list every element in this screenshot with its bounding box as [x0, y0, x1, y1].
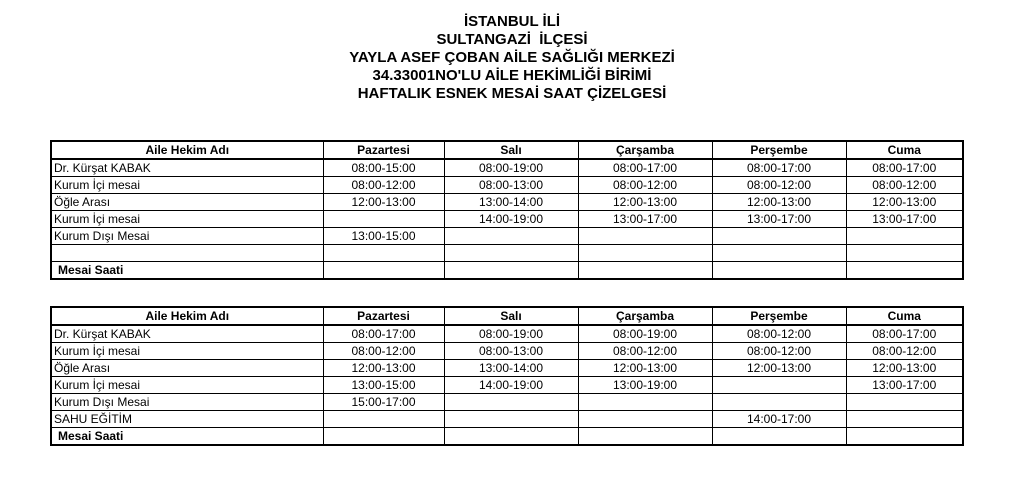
time-cell: 12:00-13:00	[846, 194, 963, 211]
row-label-cell: Kurum İçi mesai	[51, 343, 323, 360]
schedule-table-2	[50, 306, 964, 446]
table-row	[51, 325, 963, 343]
time-cell: 13:00-19:00	[578, 377, 712, 394]
time-cell	[712, 245, 846, 262]
time-cell: 08:00-12:00	[578, 343, 712, 360]
time-cell: 15:00-17:00	[323, 394, 444, 411]
time-cell	[712, 377, 846, 394]
schedule-table-1	[50, 140, 964, 280]
column-header: Çarşamba	[578, 141, 712, 159]
time-cell: 08:00-19:00	[444, 159, 578, 177]
time-cell: 08:00-12:00	[712, 343, 846, 360]
column-header: Pazartesi	[323, 307, 444, 325]
column-header: Çarşamba	[578, 307, 712, 325]
table-row	[51, 159, 963, 177]
column-header: Salı	[444, 307, 578, 325]
time-cell: 13:00-15:00	[323, 228, 444, 245]
time-cell: 08:00-12:00	[323, 177, 444, 194]
table-row	[51, 343, 963, 360]
row-label-cell: Kurum İçi mesai	[51, 211, 323, 228]
time-cell: 14:00-17:00	[712, 411, 846, 428]
table-row	[51, 211, 963, 228]
time-cell	[444, 228, 578, 245]
column-header: Aile Hekim Adı	[51, 141, 323, 159]
time-cell: 08:00-17:00	[323, 325, 444, 343]
time-cell	[846, 245, 963, 262]
row-label-cell: Kurum İçi mesai	[51, 377, 323, 394]
row-label-cell: SAHU EĞİTİM	[51, 411, 323, 428]
time-cell: 08:00-19:00	[578, 325, 712, 343]
time-cell: 08:00-15:00	[323, 159, 444, 177]
time-cell	[444, 245, 578, 262]
column-header: Pazartesi	[323, 141, 444, 159]
table-row	[51, 194, 963, 211]
table-row	[51, 177, 963, 194]
row-label-cell: Mesai Saati	[51, 428, 323, 446]
time-cell: 08:00-17:00	[578, 159, 712, 177]
row-label-cell: Öğle Arası	[51, 194, 323, 211]
time-cell	[578, 262, 712, 280]
table-row	[51, 394, 963, 411]
time-cell: 13:00-14:00	[444, 360, 578, 377]
table-body	[51, 159, 963, 279]
header-row	[51, 307, 963, 325]
time-cell	[578, 245, 712, 262]
time-cell: 13:00-17:00	[578, 211, 712, 228]
time-cell	[323, 411, 444, 428]
time-cell	[846, 228, 963, 245]
time-cell	[323, 211, 444, 228]
time-cell: 08:00-12:00	[846, 177, 963, 194]
time-cell	[712, 394, 846, 411]
time-cell	[323, 428, 444, 446]
column-header: Salı	[444, 141, 578, 159]
time-cell	[578, 394, 712, 411]
table-row	[51, 228, 963, 245]
table-header	[51, 307, 963, 325]
time-cell	[323, 262, 444, 280]
time-cell: 13:00-17:00	[846, 211, 963, 228]
table-row	[51, 428, 963, 446]
time-cell: 08:00-12:00	[712, 325, 846, 343]
time-cell: 12:00-13:00	[712, 360, 846, 377]
column-header: Cuma	[846, 307, 963, 325]
time-cell	[578, 428, 712, 446]
time-cell: 13:00-14:00	[444, 194, 578, 211]
time-cell: 13:00-15:00	[323, 377, 444, 394]
time-cell	[578, 228, 712, 245]
time-cell: 12:00-13:00	[578, 360, 712, 377]
time-cell: 13:00-17:00	[846, 377, 963, 394]
time-cell	[578, 411, 712, 428]
time-cell: 08:00-13:00	[444, 177, 578, 194]
column-header: Aile Hekim Adı	[51, 307, 323, 325]
row-label-cell: Mesai Saati	[51, 262, 323, 280]
time-cell	[712, 262, 846, 280]
time-cell: 12:00-13:00	[323, 194, 444, 211]
time-cell	[846, 428, 963, 446]
time-cell: 12:00-13:00	[846, 360, 963, 377]
table-body	[51, 325, 963, 445]
row-label-cell: Dr. Kürşat KABAK	[51, 325, 323, 343]
time-cell: 08:00-17:00	[846, 325, 963, 343]
header-schedule-title: HAFTALIK ESNEK MESAİ SAAT ÇİZELGESİ	[357, 85, 667, 102]
time-cell: 12:00-13:00	[712, 194, 846, 211]
time-cell	[444, 411, 578, 428]
time-cell	[444, 428, 578, 446]
column-header: Cuma	[846, 141, 963, 159]
row-label-cell: Kurum Dışı Mesai	[51, 394, 323, 411]
column-header: Perşembe	[712, 141, 846, 159]
row-label-cell: Kurum İçi mesai	[51, 177, 323, 194]
time-cell: 08:00-12:00	[323, 343, 444, 360]
table-row	[51, 360, 963, 377]
table-row	[51, 245, 963, 262]
time-cell: 08:00-12:00	[846, 343, 963, 360]
header-district: SULTANGAZİ İLÇESİ	[436, 31, 588, 48]
row-label-cell: Dr. Kürşat KABAK	[51, 159, 323, 177]
time-cell	[846, 394, 963, 411]
time-cell: 14:00-19:00	[444, 211, 578, 228]
time-cell: 08:00-12:00	[578, 177, 712, 194]
time-cell	[846, 411, 963, 428]
time-cell	[846, 262, 963, 280]
table-row	[51, 377, 963, 394]
header-health-center: YAYLA ASEF ÇOBAN AİLE SAĞLIĞI MERKEZİ	[349, 49, 675, 66]
row-label-cell	[51, 245, 323, 262]
time-cell	[712, 428, 846, 446]
time-cell: 08:00-17:00	[712, 159, 846, 177]
time-cell: 12:00-13:00	[578, 194, 712, 211]
row-label-cell: Kurum Dışı Mesai	[51, 228, 323, 245]
time-cell: 08:00-19:00	[444, 325, 578, 343]
header-unit: 34.33001NO'LU AİLE HEKİMLİĞİ BİRİMİ	[372, 67, 652, 84]
time-cell	[444, 262, 578, 280]
header-province: İSTANBUL İLİ	[463, 13, 561, 30]
header-row	[51, 141, 963, 159]
column-header: Perşembe	[712, 307, 846, 325]
time-cell: 13:00-17:00	[712, 211, 846, 228]
time-cell: 08:00-17:00	[846, 159, 963, 177]
table-row	[51, 262, 963, 280]
time-cell: 08:00-12:00	[712, 177, 846, 194]
table-header	[51, 141, 963, 159]
time-cell: 08:00-13:00	[444, 343, 578, 360]
row-label-cell: Öğle Arası	[51, 360, 323, 377]
time-cell: 12:00-13:00	[323, 360, 444, 377]
time-cell	[323, 245, 444, 262]
time-cell	[712, 228, 846, 245]
time-cell	[444, 394, 578, 411]
table-row	[51, 411, 963, 428]
time-cell: 14:00-19:00	[444, 377, 578, 394]
document-header	[0, 13, 1024, 103]
